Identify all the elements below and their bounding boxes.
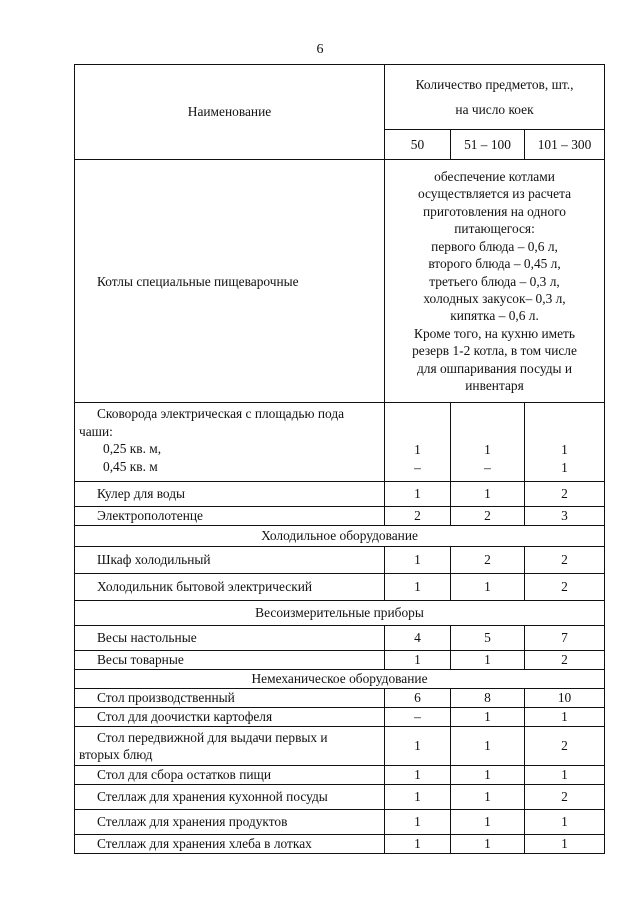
cell-value: 3	[525, 507, 605, 526]
skovoroda-sub1: 0,25 кв. м,	[103, 441, 162, 457]
cell-value: 1	[385, 810, 451, 835]
header-qty-line2: на число коек	[455, 102, 534, 118]
cell-value: 8	[451, 689, 525, 708]
cell-value: 1	[385, 727, 451, 766]
header-col-50: 50	[385, 130, 451, 160]
table-row	[75, 689, 605, 708]
row-name: Шкаф холодильный	[75, 547, 385, 574]
kotly-line: обеспечение котлами	[434, 169, 555, 184]
row-name: Стеллаж для хранения кухонной посуды	[75, 785, 385, 810]
page-number: 6	[316, 42, 324, 57]
table-row	[75, 766, 605, 785]
table-row	[75, 708, 605, 727]
cell-value: 1	[385, 482, 451, 507]
cell-value: 1	[451, 574, 525, 601]
row-name: Весы товарные	[75, 651, 385, 670]
table-row	[75, 482, 605, 507]
kotly-line: кипятка – 0,6 л.	[450, 308, 539, 324]
cell-value: 5	[451, 626, 525, 651]
cell-value: 1	[451, 482, 525, 507]
kotly-line: резерв 1-2 котла, в том числе	[412, 343, 577, 359]
table-row	[75, 651, 605, 670]
cell-value: 1	[414, 442, 421, 458]
section-title: Холодильное оборудование	[75, 526, 605, 547]
row-name-line1: Стол передвижной для выдачи первых и	[97, 729, 328, 745]
cell-value: 1	[451, 785, 525, 810]
skovoroda-name-line2: чаши:	[79, 423, 113, 439]
kotly-description	[385, 160, 605, 403]
cell-value: 2	[451, 507, 525, 526]
row-name: Стол производственный	[75, 689, 385, 708]
cell-value: 1	[385, 651, 451, 670]
header-qty-line1: Количество предметов, шт.,	[415, 76, 574, 92]
cell-value: 2	[525, 482, 605, 507]
cell-value: 1	[451, 835, 525, 854]
table-row	[75, 785, 605, 810]
kotly-line: инвентаря	[465, 378, 524, 394]
cell-value: 2	[525, 785, 605, 810]
cell-value: 2	[525, 574, 605, 601]
row-name: Кулер для воды	[75, 482, 385, 507]
cell-value: 7	[525, 626, 605, 651]
cell-value: 1	[385, 785, 451, 810]
cell-value: 1	[451, 766, 525, 785]
cell-value: 1	[525, 708, 605, 727]
row-name: Стол для доочистки картофеля	[75, 708, 385, 727]
section-title: Немеханическое оборудование	[75, 670, 605, 689]
kotly-line: осуществляется из расчета	[418, 186, 572, 202]
table-row	[75, 835, 605, 854]
kotly-line: питающегося:	[454, 221, 535, 237]
cell-value: 1	[451, 708, 525, 727]
row-name: Стол для сбора остатков пищи	[75, 766, 385, 785]
row-name: Холодильник бытовой электрический	[75, 574, 385, 601]
cell-value: –	[484, 459, 491, 475]
skovoroda-name-line1: Сковорода электрическая с площадью пода	[97, 406, 345, 422]
cell-value: 10	[525, 689, 605, 708]
cell-value: 1	[525, 810, 605, 835]
kotly-line: второго блюда – 0,45 л,	[428, 256, 561, 272]
skovoroda-name	[75, 403, 385, 482]
kotly-line: для ошпаривания посуды и	[416, 360, 573, 376]
cell-value: 1	[484, 442, 491, 458]
cell-value: 2	[451, 547, 525, 574]
section-row-nonmech	[75, 670, 605, 689]
cell-value: 1	[451, 810, 525, 835]
cell-value: 1	[385, 835, 451, 854]
section-row-cold	[75, 526, 605, 547]
kotly-line: холодных закусок– 0,3 л,	[423, 290, 566, 306]
row-name-line2: вторых блюд	[79, 747, 153, 763]
cell-value: 1	[525, 835, 605, 854]
table-row	[75, 507, 605, 526]
cell-value: –	[414, 459, 421, 475]
cell-value: 1	[525, 766, 605, 785]
skovoroda-col-101-300	[525, 403, 605, 482]
cell-value: –	[385, 708, 451, 727]
cell-value: 6	[385, 689, 451, 708]
header-col-101-300: 101 – 300	[525, 130, 605, 160]
section-row-weight	[75, 601, 605, 626]
table-row	[75, 810, 605, 835]
cell-value: 1	[561, 459, 568, 475]
cell-value: 4	[385, 626, 451, 651]
table-row	[75, 727, 605, 766]
kotly-line: приготовления на одного	[423, 203, 566, 219]
kotly-line: третьего блюда – 0,3 л,	[429, 273, 560, 289]
cell-value: 2	[525, 651, 605, 670]
skovoroda-sub2: 0,45 кв. м	[103, 458, 158, 474]
header-row	[75, 65, 605, 130]
kotly-line: Кроме того, на кухню иметь	[414, 325, 575, 341]
kotly-name: Котлы специальные пищеварочные	[75, 160, 385, 403]
skovoroda-col-50	[385, 403, 451, 482]
row-name: Электрополотенце	[75, 507, 385, 526]
cell-value: 1	[451, 651, 525, 670]
table-row	[75, 574, 605, 601]
row-name: Стеллаж для хранения хлеба в лотках	[75, 835, 385, 854]
cell-value: 1	[451, 727, 525, 766]
header-qty	[385, 65, 605, 130]
cell-value: 1	[385, 547, 451, 574]
table-row-kotly	[75, 160, 605, 403]
cell-value: 1	[561, 442, 568, 458]
cell-value: 1	[385, 766, 451, 785]
cell-value: 2	[525, 727, 605, 766]
row-name: Стеллаж для хранения продуктов	[75, 810, 385, 835]
cell-value: 2	[385, 507, 451, 526]
equipment-table	[74, 64, 605, 854]
cell-value: 1	[385, 574, 451, 601]
skovoroda-col-51-100	[451, 403, 525, 482]
header-name: Наименование	[75, 65, 385, 160]
row-name: Весы настольные	[75, 626, 385, 651]
table-row	[75, 547, 605, 574]
kotly-line: первого блюда – 0,6 л,	[431, 238, 558, 254]
cell-value: 2	[525, 547, 605, 574]
table-row-skovoroda	[75, 403, 605, 482]
table-row	[75, 626, 605, 651]
section-title: Весоизмерительные приборы	[75, 601, 605, 626]
row-name	[75, 727, 385, 766]
header-col-51-100: 51 – 100	[451, 130, 525, 160]
